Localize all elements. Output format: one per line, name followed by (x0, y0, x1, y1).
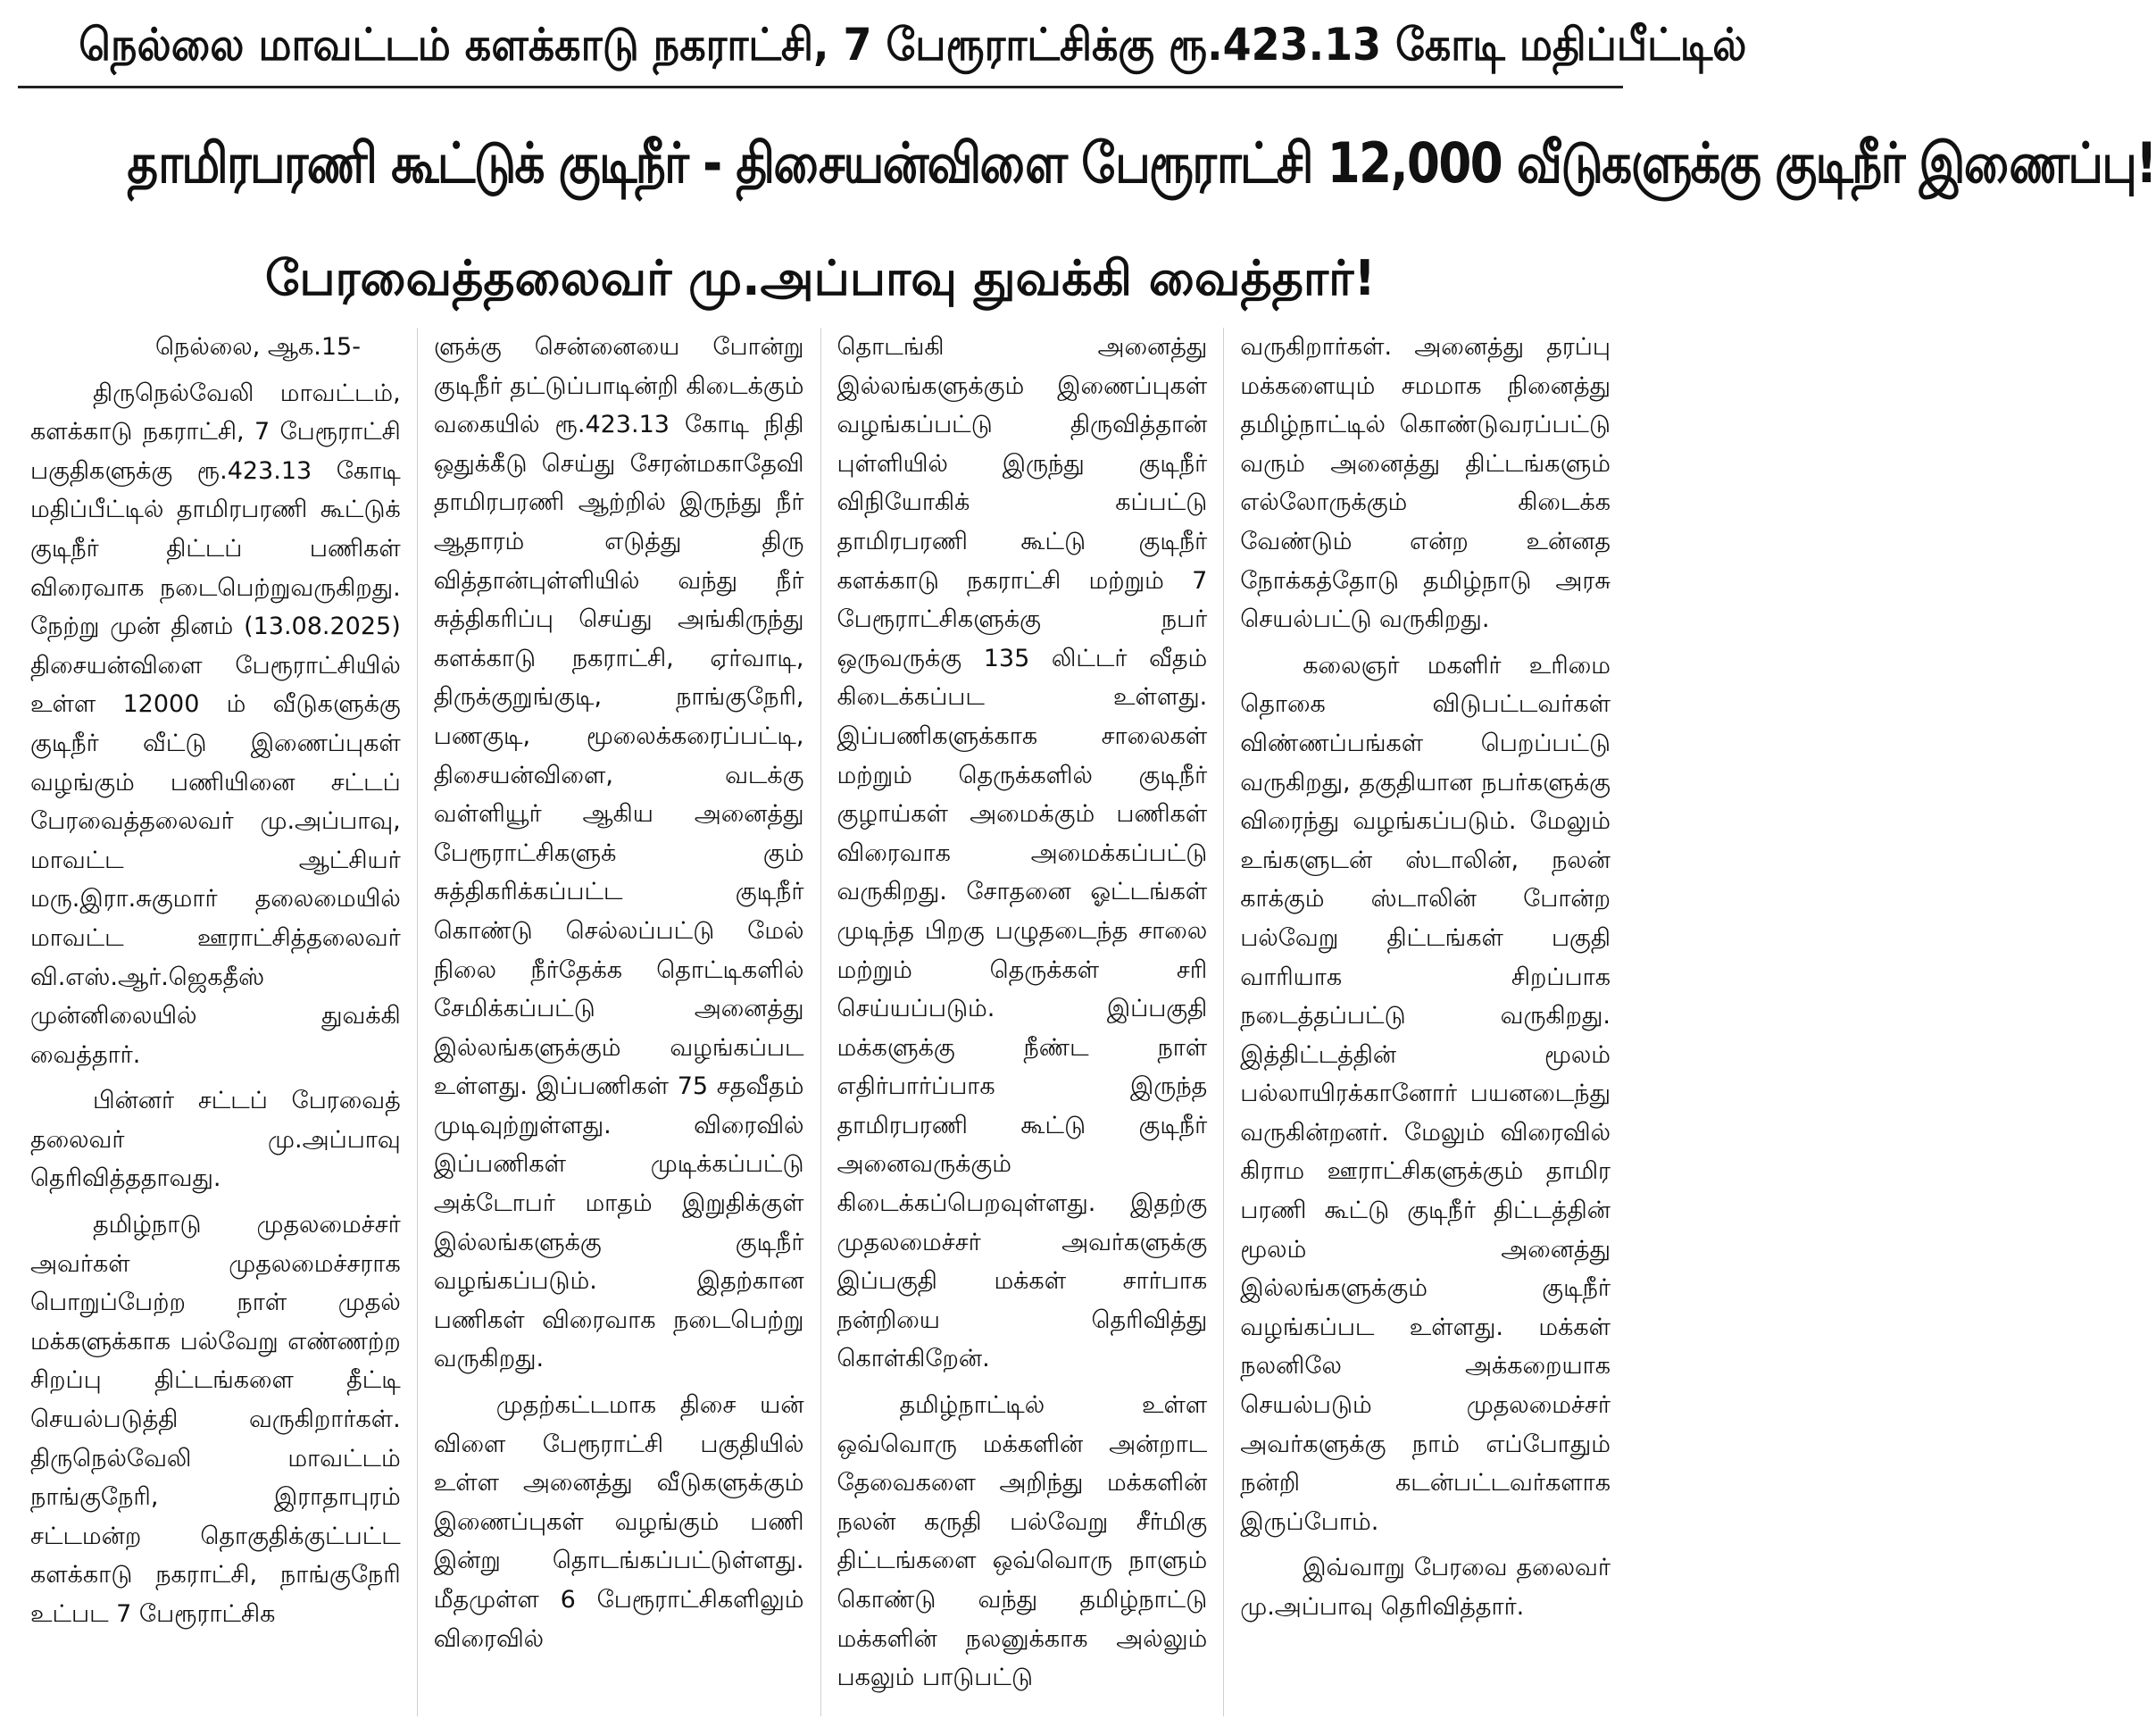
paragraph: கலைஞர் மகளிர் உரிமை தொகை விடுபட்டவர்கள் விண்ணப்பங்கள் பெறப்பட்டு வருகிறது, தகுதியான நபர்களுக்கு விரைந்து வழங்கப்படும். மேலும் உங்களுடன் ஸ்டாலின், நலன் காக்கும் ஸ்டாலின் போன்ற பல்வேறு திட்டங்கள் பகுதி வாரியாக சிறப்பாக நடைத்தப்பட்டு வருகிறது. இத்திட்டத்தின் மூலம் பல்லாயிரக்கானோர் பயனடைந்து வருகின்றனர். மேலும் விரைவில் கிராம ஊராட்சிகளுக்கும் தாமிர பரணி கூட்டு குடிநீர் திட்டத்தின் மூலம் அனைத்து இல்லங்களுக்கும் குடிநீர் வழங்கப்பட உள்ளது. மக்கள் நலனிலே அக்கறையாக செயல்படும் முதலமைச்சர் அவர்களுக்கு நாம் எப்போதும் நன்றி கடன்பட்டவர்களாக இருப்போம். (1240, 651, 1611, 1536)
article-column-2 (418, 328, 821, 1716)
paragraph: இவ்வாறு பேரவை தலைவர் மு.அப்பாவு தெரிவித்தார். (1240, 1554, 1611, 1621)
paragraph: முதற்கட்டமாக திசை யன் விளை பேரூராட்சி பகுதியில் உள்ள அனைத்து வீடுகளுக்கும் இணைப்புகள் வழங்கும் பணி இன்று தொடங்கப்பட்டுள்ளது. மீதமுள்ள 6 பேரூராட்சிகளிலும் விரைவில் (433, 1391, 804, 1653)
paragraph: தொடங்கி அனைத்து இல்லங்களுக்கும் இணைப்புகள் வழங்கப்பட்டு திருவித்தான் புள்ளியில் இருந்து குடிநீர் விநியோகிக் கப்பட்டு தாமிரபரணி கூட்டு குடிநீர் களக்காடு நகராட்சி மற்றும் 7 பேரூராட்சிகளுக்கு நபர் ஒருவருக்கு 135 லிட்டர் வீதம் கிடைக்கப்பட உள்ளது. இப்பணிகளுக்காக சாலைகள் மற்றும் தெருக்களில் குடிநீர் குழாய்கள் அமைக்கும் பணிகள் விரைவாக அமைக்கப்பட்டு வருகிறது. சோதனை ஓட்டங்கள் முடிந்த பிறகு பழுதடைந்த சாலை மற்றும் தெருக்கள் சரி செய்யப்படும். இப்பகுதி மக்களுக்கு நீண்ட நாள் எதிர்பார்ப்பாக இருந்த தாமிரபரணி கூட்டு குடிநீர் அனைவருக்கும் கிடைக்கப்பெறவுள்ளது. இதற்கு முதலமைச்சர் அவர்களுக்கு இப்பகுதி மக்கள் சார்பாக நன்றியை தெரிவித்து கொள்கிறேன். (837, 333, 1208, 1373)
dateline: நெல்லை, ஆக.15- (155, 333, 361, 361)
sub-headline: பேரவைத்தலைவர் மு.அப்பாவு துவக்கி வைத்தார்! (265, 250, 1376, 306)
paragraph: வருகிறார்கள். அனைத்து தரப்பு மக்களையும் சமமாக நினைத்து தமிழ்நாட்டில் கொண்டுவரப்பட்டு வரும் அனைத்து திட்டங்களும் எல்லோருக்கும் கிடைக்க வேண்டும் என்ற உன்னத நோக்கத்தோடு தமிழ்நாடு அரசு செயல்பட்டு வருகிறது. (1240, 333, 1611, 634)
article-column-3 (821, 328, 1225, 1716)
paragraph: தமிழ்நாட்டில் உள்ள ஒவ்வொரு மக்களின் அன்றாட தேவைகளை அறிந்து மக்களின் நலன் கருதி பல்வேறு சீர்மிகு திட்டங்களை ஒவ்வொரு நாளும் கொண்டு வந்து தமிழ்நாட்டு மக்களின் நலனுக்காக அல்லும் பகலும் பாடுபட்டு (837, 1391, 1208, 1692)
article-body (14, 328, 1627, 1716)
paragraph: தமிழ்நாடு முதலமைச்சர் அவர்கள் முதலமைச்சராக பொறுப்பேற்ற நாள் முதல் மக்களுக்காக பல்வேறு எண்ணற்ற சிறப்பு திட்டங்களை தீட்டி செயல்படுத்தி வருகிறார்கள். திருநெல்வேலி மாவட்டம் நாங்குநேரி, இராதாபுரம் சட்டமன்ற தொகுதிக்குட்பட்ட களக்காடு நகராட்சி, நாங்குநேரி உட்பட 7 பேரூராட்சிக (30, 1211, 401, 1628)
paragraph: பின்னர் சட்டப் பேரவைத் தலைவர் மு.அப்பாவு தெரிவித்ததாவது. (30, 1087, 401, 1193)
main-headline: தாமிரபரணி கூட்டுக் குடிநீர் - திசையன்விளை பேரூராட்சி 12,000 வீடுகளுக்கு குடிநீர் இணைப்பு! (127, 130, 2156, 196)
kicker-headline: நெல்லை மாவட்டம் களக்காடு நகராட்சி, 7 பேரூராட்சிக்கு ரூ.423.13 கோடி மதிப்பீட்டில் (79, 19, 1747, 71)
paragraph: திருநெல்வேலி மாவட்டம், களக்காடு நகராட்சி, 7 பேரூராட்சி பகுதிகளுக்கு ரூ.423.13 கோடி மதிப்பீட்டில் தாமிரபரணி கூட்டுக் குடிநீர் திட்டப் பணிகள் விரைவாக நடைபெற்றுவருகிறது. நேற்று முன் தினம் (13.08.2025) திசையன்விளை பேரூராட்சியில் உள்ள 12000 ம் வீடுகளுக்கு குடிநீர் வீட்டு இணைப்புகள் வழங்கும் பணியினை சட்டப் பேரவைத்தலைவர் மு.அப்பாவு, மாவட்ட ஆட்சியர் மரு.இரா.சுகுமார் தலைமையில் மாவட்ட ஊராட்சித்தலைவர் வி.எஸ்.ஆர்.ஜெகதீஸ் முன்னிலையில் துவக்கி வைத்தார். (30, 379, 401, 1069)
paragraph: ளுக்கு சென்னையை போன்று குடிநீர் தட்டுப்பாடின்றி கிடைக்கும் வகையில் ரூ.423.13 கோடி நிதி ஒதுக்கீடு செய்து சேரன்மகாதேவி தாமிரபரணி ஆற்றில் இருந்து நீர் ஆதாரம் எடுத்து திரு வித்தான்புள்ளியில் வந்து நீர் சுத்திகரிப்பு செய்து அங்கிருந்து களக்காடு நகராட்சி, ஏர்வாடி, திருக்குறுங்குடி, நாங்குநேரி, பணகுடி, மூலைக்கரைப்பட்டி, திசையன்விளை, வடக்கு வள்ளியூர் ஆகிய அனைத்து பேரூராட்சிகளுக் கும் சுத்திகரிக்கப்பட்ட குடிநீர் கொண்டு செல்லப்பட்டு மேல் நிலை நீர்தேக்க தொட்டிகளில் சேமிக்கப்பட்டு அனைத்து இல்லங்களுக்கும் வழங்கப்பட உள்ளது. இப்பணிகள் 75 சதவீதம் முடிவுற்றுள்ளது. விரைவில் இப்பணிகள் முடிக்கப்பட்டு அக்டோபர் மாதம் இறுதிக்குள் இல்லங்களுக்கு குடிநீர் வழங்கப்படும். இதற்கான பணிகள் விரைவாக நடைபெற்று வருகிறது. (433, 333, 804, 1373)
article-column-1 (14, 328, 418, 1716)
article-column-4 (1224, 328, 1627, 1716)
